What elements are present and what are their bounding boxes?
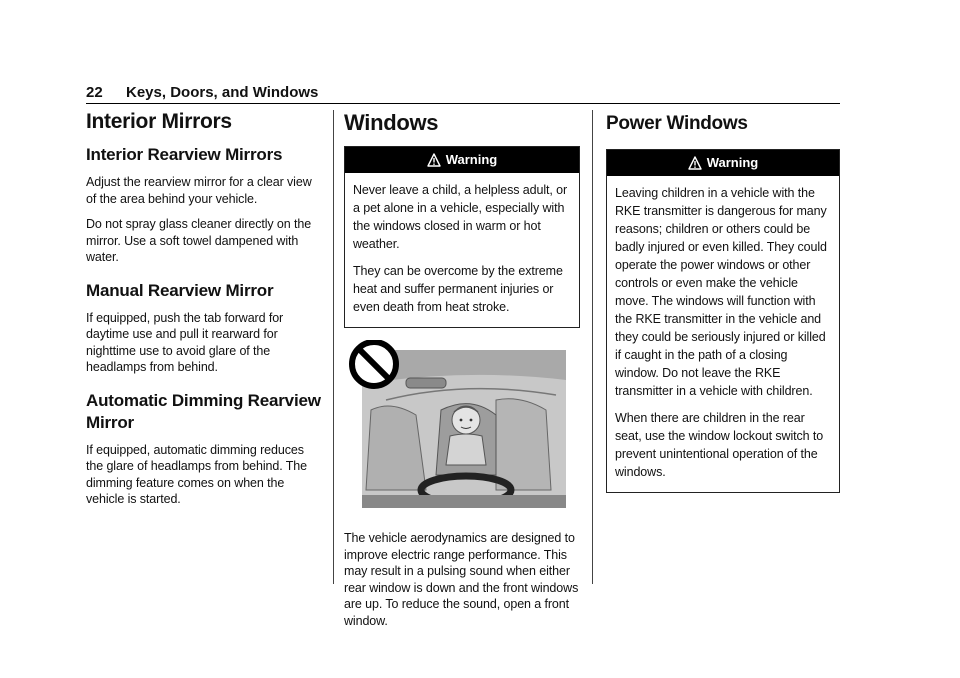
warning-triangle-icon xyxy=(688,153,702,179)
warning-body xyxy=(345,173,579,327)
heading-windows: Windows xyxy=(344,110,439,135)
warning-text: Never leave a child, a helpless adult, or a pet alone in a vehicle, especially with the windows closed in warm or hot weather. xyxy=(353,183,568,251)
child-alone-in-car-illustration xyxy=(346,340,566,510)
paragraph: Adjust the rearview mirror for a clear view of the area behind your vehicle. xyxy=(86,175,312,206)
warning-text: When there are children in the rear seat, use the window lockout switch to prevent unintentional operation of the windows. xyxy=(615,411,824,479)
page-number: 22 xyxy=(86,84,103,101)
column-divider xyxy=(333,110,334,584)
page-header xyxy=(86,84,318,101)
heading-interior-mirrors: Interior Mirrors xyxy=(86,110,232,133)
column-divider xyxy=(592,110,593,584)
warning-box xyxy=(606,149,840,493)
warning-label: Warning xyxy=(706,155,759,170)
warning-triangle-icon xyxy=(427,150,441,176)
warning-body xyxy=(607,176,839,492)
heading-automatic-dimming-mirror: Automatic Dimming Rearview Mirror xyxy=(86,390,321,432)
section-title: Keys, Doors, and Windows xyxy=(126,84,319,101)
column-interior-mirrors xyxy=(86,110,322,517)
paragraph: If equipped, push the tab forward for daytime use and pull it rearward for nighttime use to avoid glare of the headlamps from behind. xyxy=(86,310,284,374)
paragraph: If equipped, automatic dimming reduces the glare of headlamps from behind. The dimming feature comes on when the vehicle is started. xyxy=(86,442,308,506)
warning-text: Leaving children in a vehicle with the RKE transmitter is dangerous for many reasons; children or others could be badly injured or even killed. They could operate the power windows or other controls or even make the vehicle move. The windows will function with the RKE transmitter in the vehicle and they could be seriously injured or killed if caught in the path of a closing window. Do not leave the RKE transmitter in a vehicle with children. xyxy=(615,186,827,398)
warning-header xyxy=(345,147,579,173)
warning-header xyxy=(607,150,839,176)
paragraph: The vehicle aerodynamics are designed to improve electric range performance. This may result in a pulsing sound when either rear window is down and the front windows are up. To reduce the sound, open a front window. xyxy=(344,531,579,628)
heading-interior-rearview-mirrors: Interior Rearview Mirrors xyxy=(86,145,283,164)
header-rule xyxy=(86,103,840,104)
warning-label: Warning xyxy=(445,152,498,167)
column-windows xyxy=(344,110,580,638)
heading-power-windows: Power Windows xyxy=(606,113,748,134)
heading-manual-rearview-mirror: Manual Rearview Mirror xyxy=(86,280,274,300)
warning-text: They can be overcome by the extreme heat and suffer permanent injuries or even death from heat stroke. xyxy=(353,264,563,314)
paragraph: Do not spray glass cleaner directly on the mirror. Use a soft towel dampened with water. xyxy=(86,217,312,264)
column-power-windows xyxy=(606,110,840,505)
warning-box xyxy=(344,146,580,328)
